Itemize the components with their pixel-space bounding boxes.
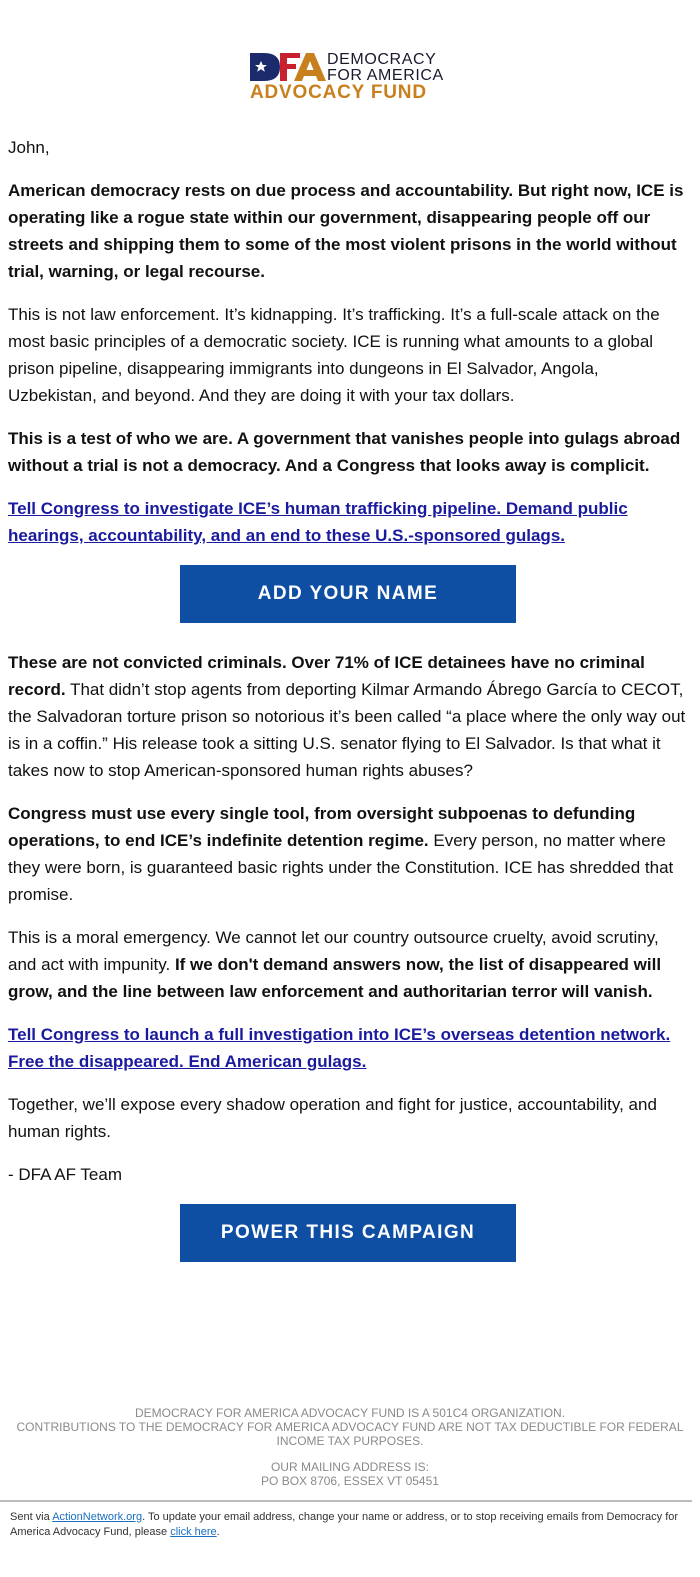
moral-emergency-bold-text: If we don't demand answers now, the list of disappeared will grow, and the line between law enforcement and authoritarian terror will vanish.: [8, 955, 662, 1001]
footer-legal-line-2: CONTRIBUTIONS TO THE DEMOCRACY FOR AMERICA ADVOCACY FUND ARE NOT TAX DEDUCTIBLE FOR FEDERAL INCOME TAX PURPOSES.: [16, 1420, 684, 1448]
footer-address-label: OUR MAILING ADDRESS IS:: [270, 1460, 430, 1474]
logo-line-advocacy-fund: ADVOCACY FUND: [250, 82, 427, 103]
footer-address-value: PO BOX 8706, ESSEX VT 05451: [261, 1474, 439, 1488]
test-bold-text: This is a test of who we are. A government that vanishes people into gulags abroad without a trial is not a democracy. And a Congress that looks away is complicit.: [8, 429, 681, 475]
email-body: [8, 134, 688, 1288]
paragraph-congress-tools: [8, 800, 688, 908]
sent-via-middle: . To update your email address, change your name or address, or to stop receiving emails from Democracy for America Advocacy Fund, please: [10, 1511, 679, 1538]
logo-line-democracy: DEMOCRACY: [327, 51, 437, 68]
congress-tools-bold-text: Congress must use every single tool, from oversight subpoenas to defunding operations, to end ICE’s indefinite detention regime.: [8, 804, 636, 850]
power-this-campaign-button[interactable]: POWER THIS CAMPAIGN: [180, 1204, 516, 1262]
sent-via-prefix: Sent via: [10, 1511, 53, 1523]
footer-address: [8, 1460, 692, 1488]
add-name-button-wrap: [8, 565, 688, 623]
detainees-text: That didn’t stop agents from deporting Kilmar Armando Ábrego García to CECOT, the Salvadoran torture prison so notorious it’s been called “a place where the only way out is in a coffin.” His release took a sitting U.S. senator flying to El Salvador. Is that what it takes now to stop American-sponsored human rights abuses?: [8, 680, 686, 780]
greeting: John,: [8, 138, 50, 157]
paragraph-link-1: [8, 495, 688, 549]
footer-divider: [0, 1500, 692, 1502]
paragraph-together: Together, we’ll expose every shadow operation and fight for justice, accountability, and human rights.: [8, 1095, 657, 1141]
paragraph-trafficking: This is not law enforcement. It’s kidnapping. It’s trafficking. It’s a full-scale attack on the most basic principles of a democratic society. ICE is running what amounts to a global prison pipeline, disappearing immigrants into dungeons in El Salvador, Angola, Uzbekistan, and beyond. And they are doing it with your tax dollars.: [8, 305, 660, 405]
logo-wordmark: [327, 50, 457, 84]
power-campaign-button-wrap: [8, 1204, 688, 1262]
paragraph-detainees: [8, 649, 688, 784]
sent-via-notice: [10, 1510, 686, 1540]
intro-bold-text: American democracy rests on due process and accountability. But right now, ICE is operating like a rogue state within our government, disappearing people off our streets and shipping them to some of the most violent prisons in the world without trial, warning, or legal recourse.: [8, 181, 684, 281]
dfa-af-logo: [250, 50, 450, 106]
signoff: - DFA AF Team: [8, 1165, 123, 1184]
unsubscribe-click-here-link[interactable]: click here: [170, 1526, 217, 1538]
dfa-logo-mark: [250, 50, 326, 84]
launch-investigation-link[interactable]: Tell Congress to launch a full investigation into ICE’s overseas detention network. Free the disappeared. End American gulags.: [8, 1025, 671, 1071]
footer-legal-line-1: DEMOCRACY FOR AMERICA ADVOCACY FUND IS A 501C4 ORGANIZATION.: [134, 1406, 566, 1420]
congress-tools-text: Every person, no matter where they were born, is guaranteed basic rights under the Constitution. ICE has shredded that promise.: [8, 831, 674, 904]
detainees-bold-text: These are not convicted criminals. Over 71% of ICE detainees have no criminal record.: [8, 653, 645, 699]
actionnetwork-link[interactable]: ActionNetwork.org: [52, 1511, 143, 1523]
paragraph-moral-emergency: [8, 924, 688, 1005]
paragraph-intro: [8, 177, 688, 285]
sent-via-end: .: [216, 1526, 220, 1538]
add-your-name-button[interactable]: ADD YOUR NAME: [180, 565, 516, 623]
paragraph-link-2: [8, 1021, 688, 1075]
logo-line-for-america: FOR AMERICA: [327, 67, 444, 84]
paragraph-test: [8, 425, 688, 479]
investigate-pipeline-link[interactable]: Tell Congress to investigate ICE’s human trafficking pipeline. Demand public hearings, accountability, and an end to these U.S.-sponsored gulags.: [8, 499, 628, 545]
moral-emergency-text: This is a moral emergency. We cannot let our country outsource cruelty, avoid scrutiny, and act with impunity.: [8, 928, 659, 974]
footer-legal: [8, 1406, 692, 1448]
